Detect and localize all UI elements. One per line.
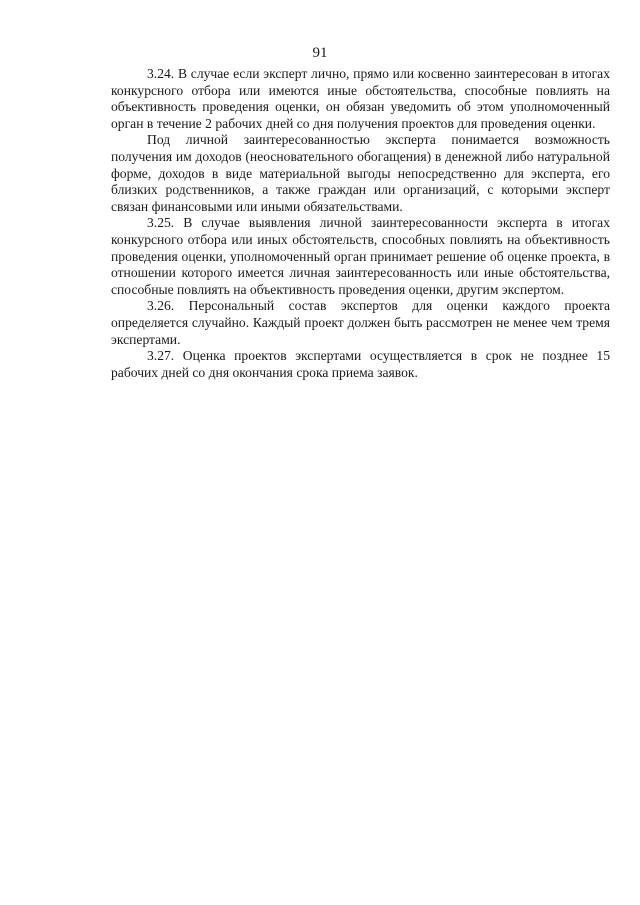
paragraph-3-24: 3.24. В случае если эксперт лично, прямо или косвенно заинтересован в итогах конкурсного отбора или имеются иные обстоятельства, способные повлиять на объективность проведения оценки, он обязан уведомить об этом уполномоченный орган в течение 2 рабочих дней со дня получения проектов для проведения оценки.	[111, 66, 610, 131]
paragraph-personal-interest-definition: Под личной заинтересованностью эксперта понимается возможность получения им доходов (неосновательного обогащения) в денежной либо натуральной форме, доходов в виде материальной выгоды непосредственно для эксперта, его близких родственников, а также граждан или организаций, с которыми эксперт связан финансовыми или иными обязательствами.	[111, 132, 610, 214]
paragraph-3-26: 3.26. Персональный состав экспертов для оценки каждого проекта определяется случайно. Каждый проект должен быть рассмотрен не менее чем тремя экспертами.	[111, 298, 610, 347]
document-body	[111, 66, 610, 381]
paragraph-3-27: 3.27. Оценка проектов экспертами осуществляется в срок не позднее 15 рабочих дней со дня окончания срока приема заявок.	[111, 348, 610, 380]
paragraph-3-25: 3.25. В случае выявления личной заинтересованности эксперта в итогах конкурсного отбора или иных обстоятельств, способных повлиять на объективность проведения оценки, уполномоченный орган принимает решение об оценке проекта, в отношении которого имеется личная заинтересованность или иные обстоятельства, способные повлиять на объективность проведения оценки, другим экспертом.	[111, 215, 610, 297]
page-number: 91	[312, 45, 328, 61]
